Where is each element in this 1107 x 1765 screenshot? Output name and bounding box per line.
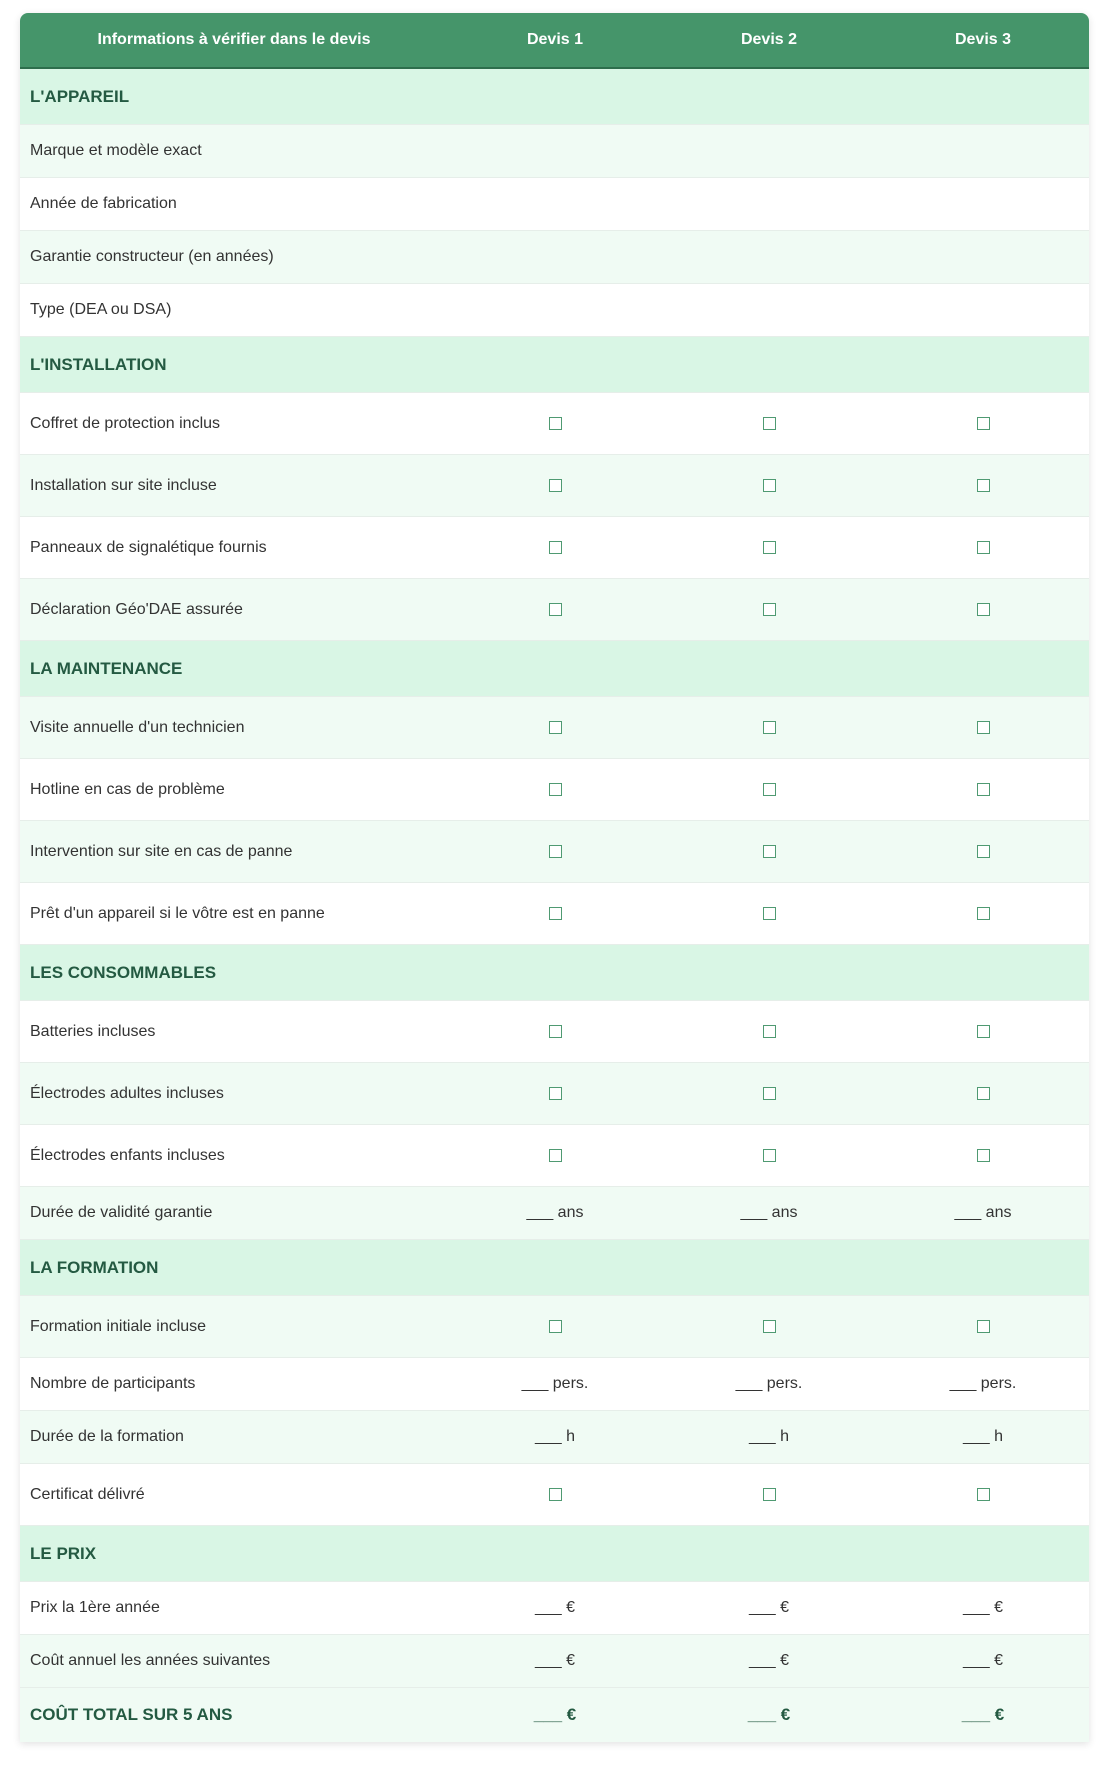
checkbox[interactable]: [763, 1149, 776, 1162]
checkbox[interactable]: [763, 1025, 776, 1038]
checkbox[interactable]: [977, 1025, 990, 1038]
blank-field[interactable]: ___ h: [534, 1428, 576, 1445]
checkbox[interactable]: [763, 845, 776, 858]
checkbox[interactable]: [977, 783, 990, 796]
row-label: Déclaration Géo'DAE assurée: [30, 600, 243, 618]
table-row: [20, 455, 1089, 517]
table-row: [20, 1358, 1089, 1411]
checkbox[interactable]: [549, 783, 562, 796]
table-row: [20, 231, 1089, 284]
table-row: [20, 1464, 1089, 1526]
total-value[interactable]: ___ €: [747, 1705, 791, 1724]
blank-field[interactable]: ___ €: [748, 1652, 790, 1669]
table-row: [20, 1411, 1089, 1464]
table-row: [20, 1187, 1089, 1240]
checkbox[interactable]: [549, 1488, 562, 1501]
checkbox[interactable]: [763, 721, 776, 734]
section-title: LA FORMATION: [30, 1257, 159, 1277]
checkbox[interactable]: [549, 1087, 562, 1100]
section-title: LE PRIX: [30, 1543, 97, 1563]
section-appareil: [20, 69, 1089, 125]
row-label: Batteries incluses: [30, 1022, 156, 1040]
blank-field[interactable]: ___ pers.: [521, 1375, 589, 1392]
blank-field[interactable]: ___ €: [962, 1652, 1004, 1669]
row-label: Prix la 1ère année: [30, 1599, 160, 1616]
row-label: Formation initiale incluse: [30, 1317, 207, 1335]
checkbox[interactable]: [763, 417, 776, 430]
section-prix: [20, 1526, 1089, 1582]
row-label: Type (DEA ou DSA): [30, 301, 172, 318]
total-row: [20, 1688, 1089, 1742]
total-value[interactable]: ___ €: [961, 1705, 1005, 1724]
table-row: [20, 579, 1089, 641]
total-label: COÛT TOTAL SUR 5 ANS: [30, 1705, 233, 1724]
header-devis-2: Devis 2: [740, 31, 798, 48]
checkbox[interactable]: [763, 783, 776, 796]
table-row: [20, 883, 1089, 945]
row-label: Garantie constructeur (en années): [30, 248, 274, 265]
blank-field[interactable]: ___ €: [748, 1599, 790, 1616]
row-label: Année de fabrication: [30, 195, 177, 212]
checkbox[interactable]: [549, 603, 562, 616]
checkbox[interactable]: [977, 1320, 990, 1333]
checkbox[interactable]: [549, 1320, 562, 1333]
table-row: [20, 1296, 1089, 1358]
checkbox[interactable]: [549, 479, 562, 492]
header-criteria: Informations à vérifier dans le devis: [97, 31, 371, 48]
checkbox[interactable]: [549, 1025, 562, 1038]
section-installation: [20, 337, 1089, 393]
table-row: [20, 1063, 1089, 1125]
row-label: Nombre de participants: [30, 1375, 196, 1392]
table-row: [20, 393, 1089, 455]
blank-field[interactable]: ___ €: [534, 1599, 576, 1616]
row-label: Hotline en cas de problème: [30, 780, 225, 798]
row-label: Électrodes adultes incluses: [30, 1084, 224, 1102]
checkbox[interactable]: [977, 1488, 990, 1501]
section-title: L'INSTALLATION: [30, 354, 167, 374]
checkbox[interactable]: [977, 603, 990, 616]
checkbox[interactable]: [977, 479, 990, 492]
checkbox[interactable]: [763, 479, 776, 492]
row-label: Visite annuelle d'un technicien: [30, 718, 245, 736]
table-row: [20, 1582, 1089, 1635]
row-label: Installation sur site incluse: [30, 476, 217, 494]
table-row: [20, 1635, 1089, 1688]
total-value[interactable]: ___ €: [533, 1705, 577, 1724]
blank-field[interactable]: ___ ans: [526, 1204, 584, 1221]
section-title: LES CONSOMMABLES: [30, 962, 217, 982]
table-row: [20, 821, 1089, 883]
row-label: Électrodes enfants incluses: [30, 1146, 225, 1164]
checkbox[interactable]: [763, 541, 776, 554]
blank-field[interactable]: ___ pers.: [735, 1375, 803, 1392]
checkbox[interactable]: [549, 845, 562, 858]
checkbox[interactable]: [977, 417, 990, 430]
table-row: [20, 1001, 1089, 1063]
table-row: [20, 1125, 1089, 1187]
blank-field[interactable]: ___ €: [534, 1652, 576, 1669]
section-formation: [20, 1240, 1089, 1296]
blank-field[interactable]: ___ h: [962, 1428, 1004, 1445]
blank-field[interactable]: ___ €: [962, 1599, 1004, 1616]
table-row: [20, 517, 1089, 579]
row-label: Marque et modèle exact: [30, 142, 202, 159]
table-header: [20, 13, 1089, 69]
blank-field[interactable]: ___ pers.: [949, 1375, 1017, 1392]
section-title: LA MAINTENANCE: [30, 658, 183, 678]
checkbox[interactable]: [977, 721, 990, 734]
checkbox[interactable]: [763, 1320, 776, 1333]
row-label: Coffret de protection inclus: [30, 414, 221, 432]
row-label: Prêt d'un appareil si le vôtre est en panne: [30, 904, 325, 922]
table-row: [20, 125, 1089, 178]
comparison-table: [20, 13, 1089, 1742]
row-label: Intervention sur site en cas de panne: [30, 842, 293, 860]
section-consommables: [20, 945, 1089, 1001]
row-label: Certificat délivré: [30, 1485, 145, 1503]
row-label: Panneaux de signalétique fournis: [30, 538, 267, 556]
checkbox[interactable]: [549, 1149, 562, 1162]
row-label: Durée de validité garantie: [30, 1204, 213, 1221]
checkbox[interactable]: [977, 907, 990, 920]
table-row: [20, 284, 1089, 337]
checkbox[interactable]: [763, 1087, 776, 1100]
table-row: [20, 759, 1089, 821]
header-devis-1: Devis 1: [526, 31, 584, 48]
section-maintenance: [20, 641, 1089, 697]
row-label: Durée de la formation: [30, 1428, 184, 1445]
checkbox[interactable]: [549, 417, 562, 430]
checkbox[interactable]: [977, 541, 990, 554]
checkbox[interactable]: [763, 907, 776, 920]
checkbox[interactable]: [977, 845, 990, 858]
blank-field[interactable]: ___ h: [748, 1428, 790, 1445]
section-title: L'APPAREIL: [30, 86, 130, 106]
blank-field[interactable]: ___ ans: [954, 1204, 1012, 1221]
table-row: [20, 178, 1089, 231]
row-label: Coût annuel les années suivantes: [30, 1652, 271, 1669]
checkbox[interactable]: [549, 907, 562, 920]
checkbox[interactable]: [763, 1488, 776, 1501]
checkbox[interactable]: [977, 1149, 990, 1162]
checkbox[interactable]: [549, 721, 562, 734]
checkbox[interactable]: [977, 1087, 990, 1100]
checkbox[interactable]: [763, 603, 776, 616]
header-devis-3: Devis 3: [954, 31, 1012, 48]
table-row: [20, 697, 1089, 759]
checkbox[interactable]: [549, 541, 562, 554]
blank-field[interactable]: ___ ans: [740, 1204, 798, 1221]
